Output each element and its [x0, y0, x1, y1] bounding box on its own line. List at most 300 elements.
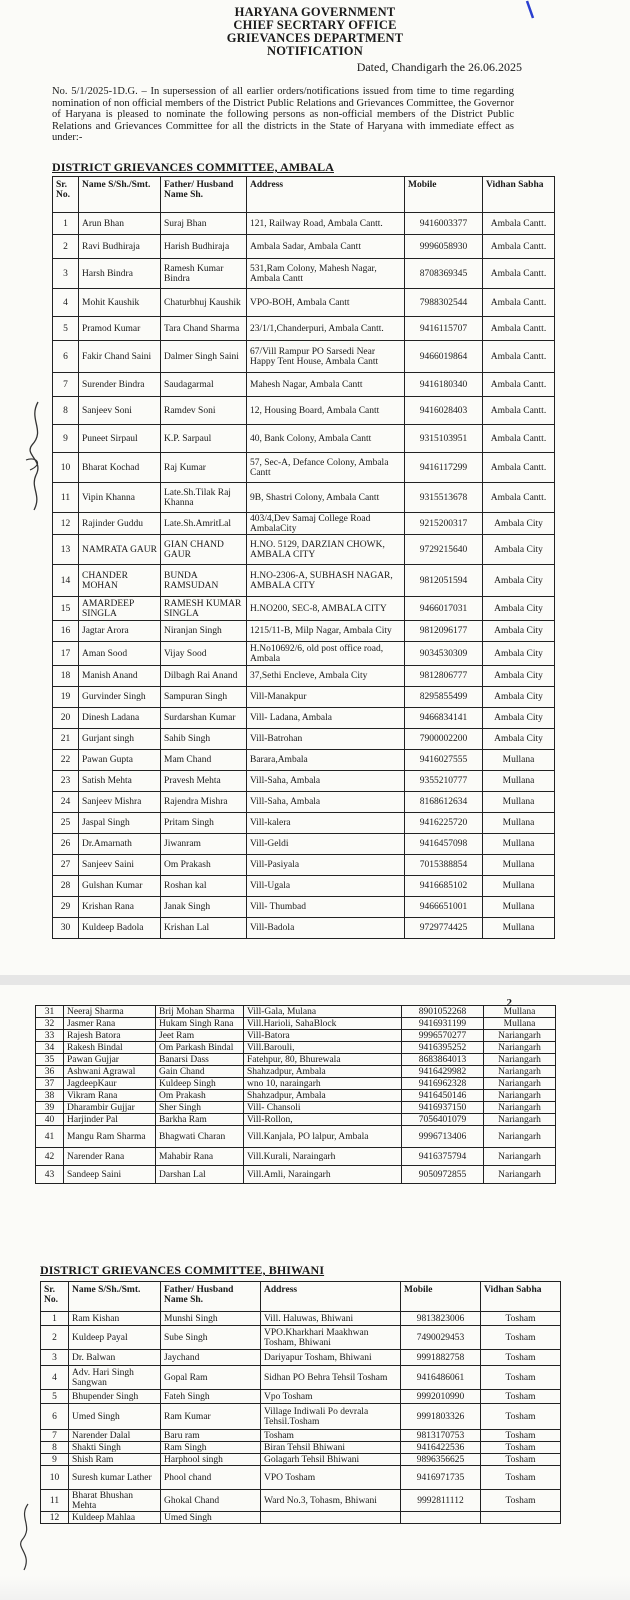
sr-no-cell: 5	[41, 1390, 69, 1404]
father-husband-cell: Harish Budhiraja	[161, 235, 247, 259]
father-husband-cell: Umed Singh	[161, 1512, 261, 1524]
sr-no-cell: 4	[41, 1366, 69, 1390]
vidhan-sabha-cell: Mullana	[484, 1006, 556, 1018]
table-row	[53, 317, 555, 341]
vidhan-sabha-cell: Ambala City	[483, 513, 555, 535]
table-row	[53, 341, 555, 373]
father-husband-cell: Pravesh Mehta	[161, 771, 247, 792]
name-cell: Gurvinder Singh	[79, 687, 161, 708]
name-cell: Neeraj Sharma	[64, 1006, 156, 1018]
column-header: Vidhan Sabha	[481, 1282, 561, 1312]
mobile-cell: 9416395252	[402, 1042, 484, 1054]
mobile-cell: 9896356625	[401, 1454, 481, 1466]
mobile-cell: 9050972855	[402, 1166, 484, 1184]
sr-no-cell: 30	[53, 918, 79, 939]
mobile-cell: 9416422536	[401, 1442, 481, 1454]
table-row	[36, 1114, 556, 1126]
table-row	[53, 834, 555, 855]
mobile-cell: 7988302544	[405, 289, 483, 317]
mobile-cell: 9416931199	[402, 1018, 484, 1030]
name-cell: CHANDER MOHAN	[79, 565, 161, 597]
address-cell: Vill-Batrohan	[247, 729, 405, 750]
address-cell: Biran Tehsil Bhiwani	[261, 1442, 401, 1454]
table-row	[41, 1442, 561, 1454]
vidhan-sabha-cell: Nariangarh	[484, 1042, 556, 1054]
sr-no-cell: 3	[53, 259, 79, 289]
name-cell: Ram Kishan	[69, 1312, 161, 1326]
header-department: GRIEVANCES DEPARTMENT	[226, 31, 404, 45]
name-cell: Sandeep Saini	[64, 1166, 156, 1184]
mobile-cell: 9812051594	[405, 565, 483, 597]
table-row	[41, 1312, 561, 1326]
table-row	[41, 1366, 561, 1390]
table-row	[41, 1512, 561, 1524]
name-cell: Puneet Sirpaul	[79, 425, 161, 453]
mobile-cell: 9729215640	[405, 535, 483, 565]
name-cell: Vipin Khanna	[79, 483, 161, 513]
address-cell: Vill-Manakpur	[247, 687, 405, 708]
table-row	[41, 1326, 561, 1350]
vidhan-sabha-cell: Tosham	[481, 1430, 561, 1442]
column-header: Mobile	[405, 177, 483, 213]
mobile-cell: 9992811112	[401, 1490, 481, 1512]
mobile-cell: 9996058930	[405, 235, 483, 259]
column-header: Mobile	[401, 1282, 481, 1312]
address-cell: Golagarh Tehsil Bhiwani	[261, 1454, 401, 1466]
mobile-cell: 9416375794	[402, 1148, 484, 1166]
vidhan-sabha-cell: Mullana	[483, 918, 555, 939]
father-husband-cell: Dalmer Singh Saini	[161, 341, 247, 373]
sr-no-cell: 23	[53, 771, 79, 792]
father-husband-cell: Baru ram	[161, 1430, 261, 1442]
name-cell: Bharat Bhushan Mehta	[69, 1490, 161, 1512]
mobile-cell: 7900002200	[405, 729, 483, 750]
mobile-cell: 9315103951	[405, 425, 483, 453]
sr-no-cell: 8	[53, 397, 79, 425]
mobile-cell: 9416971735	[401, 1466, 481, 1490]
vidhan-sabha-cell: Tosham	[481, 1466, 561, 1490]
name-cell: Rakesh Bindal	[64, 1042, 156, 1054]
father-husband-cell: Ramesh Kumar Bindra	[161, 259, 247, 289]
name-cell: Pawan Gujjar	[64, 1054, 156, 1066]
name-cell: Jaspal Singh	[79, 813, 161, 834]
sr-no-cell: 13	[53, 535, 79, 565]
table-row	[53, 876, 555, 897]
handwritten-initials	[10, 1500, 40, 1580]
vidhan-sabha-cell: Ambala City	[483, 729, 555, 750]
sr-no-cell: 32	[36, 1018, 64, 1030]
sr-no-cell: 35	[36, 1054, 64, 1066]
mobile-cell: 9315513678	[405, 483, 483, 513]
sr-no-cell: 1	[41, 1312, 69, 1326]
address-cell: wno 10, naraingarh	[244, 1078, 402, 1090]
address-cell: Ambala Sadar, Ambala Cantt	[247, 235, 405, 259]
name-cell: Rajesh Batora	[64, 1030, 156, 1042]
name-cell: Kuldeep Badola	[79, 918, 161, 939]
sr-no-cell: 31	[36, 1006, 64, 1018]
table-row	[53, 513, 555, 535]
address-cell: H.NO200, SEC-8, AMBALA CITY	[247, 597, 405, 621]
table-row	[36, 1042, 556, 1054]
bhiwani-section-title: DISTRICT GRIEVANCES COMMITTEE, BHIWANI	[40, 1263, 325, 1277]
father-husband-cell: Tara Chand Sharma	[161, 317, 247, 341]
table-row	[41, 1466, 561, 1490]
sr-no-cell: 16	[53, 621, 79, 642]
address-cell: 40, Bank Colony, Ambala Cantt	[247, 425, 405, 453]
vidhan-sabha-cell: Ambala Cantt.	[483, 259, 555, 289]
mobile-cell: 8683864013	[402, 1054, 484, 1066]
address-cell: Vill-Ugala	[247, 876, 405, 897]
table-row	[41, 1430, 561, 1442]
table-row	[36, 1018, 556, 1030]
sr-no-cell: 6	[41, 1404, 69, 1430]
address-cell: 1215/11-B, Milp Nagar, Ambala City	[247, 621, 405, 642]
father-husband-cell: Mam Chand	[161, 750, 247, 771]
sr-no-cell: 14	[53, 565, 79, 597]
address-cell: Vill.Kanjala, PO lalpur, Ambala	[244, 1126, 402, 1148]
table-row	[53, 729, 555, 750]
mobile-cell: 7015388854	[405, 855, 483, 876]
address-cell: Barara,Ambala	[247, 750, 405, 771]
table-row	[53, 397, 555, 425]
sr-no-cell: 7	[41, 1430, 69, 1442]
table-row	[53, 918, 555, 939]
vidhan-sabha-cell: Ambala Cantt.	[483, 453, 555, 483]
table-row	[36, 1006, 556, 1018]
name-cell: Surender Bindra	[79, 373, 161, 397]
mobile-cell: 9991803326	[401, 1404, 481, 1430]
address-cell: H.No10692/6, old post office road, Ambala	[247, 642, 405, 666]
name-cell: Ashwani Agrawal	[64, 1066, 156, 1078]
father-husband-cell: Suraj Bhan	[161, 213, 247, 235]
mobile-cell: 9992010990	[401, 1390, 481, 1404]
table-row	[41, 1454, 561, 1466]
address-cell: Dariyapur Tosham, Bhiwani	[261, 1350, 401, 1366]
address-cell: 531,Ram Colony, Mahesh Nagar, Ambala Cantt	[247, 259, 405, 289]
vidhan-sabha-cell: Mullana	[483, 792, 555, 813]
name-cell: Arun Bhan	[79, 213, 161, 235]
column-header: Father/ Husband Name Sh.	[161, 1282, 261, 1312]
vidhan-sabha-cell: Nariangarh	[484, 1114, 556, 1126]
address-cell: Sidhan PO Behra Tehsil Tosham	[261, 1366, 401, 1390]
address-cell: Vill.Barouli,	[244, 1042, 402, 1054]
vidhan-sabha-cell: Ambala Cantt.	[483, 425, 555, 453]
table-row	[53, 235, 555, 259]
father-husband-cell: Sahib Singh	[161, 729, 247, 750]
sr-no-cell: 18	[53, 666, 79, 687]
father-husband-cell: Sube Singh	[161, 1326, 261, 1350]
mobile-cell: 7056401079	[402, 1114, 484, 1126]
father-husband-cell: Ramdev Soni	[161, 397, 247, 425]
table-row	[53, 897, 555, 918]
vidhan-sabha-cell: Nariangarh	[484, 1078, 556, 1090]
table-header-row	[41, 1282, 561, 1312]
table-row	[53, 771, 555, 792]
mobile-cell	[401, 1512, 481, 1524]
mobile-cell: 9215200317	[405, 513, 483, 535]
name-cell: Aman Sood	[79, 642, 161, 666]
ambala-section-title: DISTRICT GRIEVANCES COMMITTEE, AMBALA	[52, 160, 334, 174]
father-husband-cell: Phool chand	[161, 1466, 261, 1490]
name-cell: Sanjeev Soni	[79, 397, 161, 425]
name-cell: Manish Anand	[79, 666, 161, 687]
table-row	[41, 1390, 561, 1404]
vidhan-sabha-cell: Ambala City	[483, 535, 555, 565]
sr-no-cell: 24	[53, 792, 79, 813]
vidhan-sabha-cell: Nariangarh	[484, 1054, 556, 1066]
name-cell: Dr.Amarnath	[79, 834, 161, 855]
address-cell: Vill- Ladana, Ambala	[247, 708, 405, 729]
name-cell: Narender Rana	[64, 1148, 156, 1166]
address-cell: VPO-BOH, Ambala Cantt	[247, 289, 405, 317]
page-separator	[0, 975, 630, 985]
name-cell: Dr. Balwan	[69, 1350, 161, 1366]
father-husband-cell: Banarsi Dass	[156, 1054, 244, 1066]
address-cell: Vill.Kurali, Naraingarh	[244, 1148, 402, 1166]
vidhan-sabha-cell: Mullana	[483, 813, 555, 834]
vidhan-sabha-cell: Tosham	[481, 1454, 561, 1466]
vidhan-sabha-cell: Nariangarh	[484, 1102, 556, 1114]
sr-no-cell: 40	[36, 1114, 64, 1126]
table-row	[53, 813, 555, 834]
column-header: Father/ Husband Name Sh.	[161, 177, 247, 213]
father-husband-cell: Fateh Singh	[161, 1390, 261, 1404]
address-cell: Vill-Pasiyala	[247, 855, 405, 876]
mobile-cell: 9416937150	[402, 1102, 484, 1114]
sr-no-cell: 8	[41, 1442, 69, 1454]
address-cell: Vill- Thumbad	[247, 897, 405, 918]
mobile-cell: 7490029453	[401, 1326, 481, 1350]
sr-no-cell: 5	[53, 317, 79, 341]
address-cell: Shahzadpur, Ambala	[244, 1066, 402, 1078]
name-cell: JagdeepKaur	[64, 1078, 156, 1090]
father-husband-cell: Hukam Singh Rana	[156, 1018, 244, 1030]
mobile-cell: 9812096177	[405, 621, 483, 642]
mobile-cell: 8708369345	[405, 259, 483, 289]
name-cell: Dharambir Gujjar	[64, 1102, 156, 1114]
vidhan-sabha-cell: Tosham	[481, 1404, 561, 1430]
vidhan-sabha-cell: Nariangarh	[484, 1166, 556, 1184]
address-cell: 9B, Shastri Colony, Ambala Cantt	[247, 483, 405, 513]
name-cell: Ravi Budhiraja	[79, 235, 161, 259]
address-cell: Vill-Badola	[247, 918, 405, 939]
sr-no-cell: 2	[41, 1326, 69, 1350]
father-husband-cell: Rajendra Mishra	[161, 792, 247, 813]
father-husband-cell: Jaychand	[161, 1350, 261, 1366]
table-row	[53, 750, 555, 771]
vidhan-sabha-cell: Ambala Cantt.	[483, 289, 555, 317]
father-husband-cell: Surdarshan Kumar	[161, 708, 247, 729]
vidhan-sabha-cell: Ambala Cantt.	[483, 213, 555, 235]
father-husband-cell: Dilbagh Rai Anand	[161, 666, 247, 687]
father-husband-cell: Ghokal Chand	[161, 1490, 261, 1512]
table-row	[36, 1066, 556, 1078]
mobile-cell: 9416028403	[405, 397, 483, 425]
name-cell: Jasmer Rana	[64, 1018, 156, 1030]
mobile-cell: 8295855499	[405, 687, 483, 708]
name-cell: Sanjeev Mishra	[79, 792, 161, 813]
header-notification: NOTIFICATION	[267, 44, 363, 58]
table-row	[53, 565, 555, 597]
ambala-committee-table-continued	[35, 1005, 556, 1184]
mobile-cell: 9416180340	[405, 373, 483, 397]
sr-no-cell: 36	[36, 1066, 64, 1078]
father-husband-cell: Late.Sh.Tilak Raj Khanna	[161, 483, 247, 513]
mobile-cell: 9812806777	[405, 666, 483, 687]
vidhan-sabha-cell: Ambala City	[483, 642, 555, 666]
handwritten-signature	[18, 400, 52, 520]
sr-no-cell: 2	[53, 235, 79, 259]
sr-no-cell: 11	[53, 483, 79, 513]
address-cell: 403/4,Dev Samaj College Road AmbalaCity	[247, 513, 405, 535]
mobile-cell: 9416003377	[405, 213, 483, 235]
vidhan-sabha-cell: Ambala City	[483, 687, 555, 708]
sr-no-cell: 25	[53, 813, 79, 834]
address-cell: 37,Sethi Encleve, Ambala City	[247, 666, 405, 687]
table-row	[36, 1166, 556, 1184]
mobile-cell: 8901052268	[402, 1006, 484, 1018]
address-cell: Fatehpur, 80, Bhurewala	[244, 1054, 402, 1066]
address-cell: Tosham	[261, 1430, 401, 1442]
vidhan-sabha-cell: Ambala Cantt.	[483, 235, 555, 259]
sr-no-cell: 10	[53, 453, 79, 483]
father-husband-cell: Bhagwati Charan	[156, 1126, 244, 1148]
table-row	[53, 642, 555, 666]
table-row	[53, 621, 555, 642]
vidhan-sabha-cell: Ambala City	[483, 621, 555, 642]
sr-no-cell: 22	[53, 750, 79, 771]
address-cell: Vill-Geldi	[247, 834, 405, 855]
vidhan-sabha-cell: Nariangarh	[484, 1148, 556, 1166]
father-husband-cell: Ram Singh	[161, 1442, 261, 1454]
name-cell: AMARDEEP SINGLA	[79, 597, 161, 621]
table-row	[53, 453, 555, 483]
name-cell: Kuldeep Mahlaa	[69, 1512, 161, 1524]
vidhan-sabha-cell: Tosham	[481, 1390, 561, 1404]
father-husband-cell: Darshan Lal	[156, 1166, 244, 1184]
vidhan-sabha-cell: Mullana	[483, 750, 555, 771]
address-cell: Vill-Batora	[244, 1030, 402, 1042]
father-husband-cell: K.P. Sarpaul	[161, 425, 247, 453]
name-cell: Suresh kumar Lather	[69, 1466, 161, 1490]
father-husband-cell: Gain Chand	[156, 1066, 244, 1078]
table-row	[53, 259, 555, 289]
father-husband-cell: Pritam Singh	[161, 813, 247, 834]
name-cell: Shakti Singh	[69, 1442, 161, 1454]
mobile-cell: 9416429982	[402, 1066, 484, 1078]
sr-no-cell: 41	[36, 1126, 64, 1148]
address-cell: VPO Tosham	[261, 1466, 401, 1490]
vidhan-sabha-cell: Ambala City	[483, 565, 555, 597]
vidhan-sabha-cell: Nariangarh	[484, 1090, 556, 1102]
bhiwani-committee-table	[40, 1281, 561, 1524]
sr-no-cell: 12	[53, 513, 79, 535]
notification-page-2	[0, 985, 630, 1600]
table-row	[53, 373, 555, 397]
sr-no-cell: 1	[53, 213, 79, 235]
sr-no-cell: 33	[36, 1030, 64, 1042]
vidhan-sabha-cell: Mullana	[483, 876, 555, 897]
vidhan-sabha-cell: Mullana	[483, 771, 555, 792]
vidhan-sabha-cell: Mullana	[483, 897, 555, 918]
header-government: HARYANA GOVERNMENT	[234, 5, 396, 19]
name-cell: Dinesh Ladana	[79, 708, 161, 729]
table-row	[36, 1126, 556, 1148]
name-cell: Bharat Kochad	[79, 453, 161, 483]
bottom-fade	[0, 1576, 630, 1600]
sr-no-cell: 20	[53, 708, 79, 729]
mobile-cell: 9466834141	[405, 708, 483, 729]
name-cell: Harjinder Pal	[64, 1114, 156, 1126]
name-cell: Harsh Bindra	[79, 259, 161, 289]
table-row	[53, 535, 555, 565]
column-header: Address	[247, 177, 405, 213]
mobile-cell: 9729774425	[405, 918, 483, 939]
vidhan-sabha-cell: Mullana	[483, 855, 555, 876]
mobile-cell: 9416450146	[402, 1090, 484, 1102]
address-cell: Shahzadpur, Ambala	[244, 1090, 402, 1102]
name-cell: Fakir Chand Saini	[79, 341, 161, 373]
address-cell: 23/1/1,Chanderpuri, Ambala Cantt.	[247, 317, 405, 341]
notice-paragraph: No. 5/1/2025-1D.G. – In supersession of all earlier orders/notifications issued from time to time regarding nomination of non official members of the District Public Relations and Grievances Committee, the Governor of Haryana is pleased to nominate the following persons as non-official members of the District Public Relations and Grievances Committee for all the districts in the State of Haryana with immediate effect as under:-	[52, 86, 514, 144]
sr-no-cell: 39	[36, 1102, 64, 1114]
sr-no-cell: 3	[41, 1350, 69, 1366]
name-cell: Bhupender Singh	[69, 1390, 161, 1404]
address-cell: Vill-Saha, Ambala	[247, 771, 405, 792]
vidhan-sabha-cell: Ambala Cantt.	[483, 483, 555, 513]
father-husband-cell: Niranjan Singh	[161, 621, 247, 642]
column-header: Sr. No.	[53, 177, 79, 213]
sr-no-cell: 12	[41, 1512, 69, 1524]
sr-no-cell: 19	[53, 687, 79, 708]
mobile-cell: 9996570277	[402, 1030, 484, 1042]
address-cell: 12, Housing Board, Ambala Cantt	[247, 397, 405, 425]
table-row	[36, 1078, 556, 1090]
sr-no-cell: 37	[36, 1078, 64, 1090]
name-cell: Sanjeev Saini	[79, 855, 161, 876]
name-cell: Umed Singh	[69, 1404, 161, 1430]
vidhan-sabha-cell	[481, 1512, 561, 1524]
table-row	[36, 1102, 556, 1114]
mobile-cell: 9466019864	[405, 341, 483, 373]
father-husband-cell: RAMESH KUMAR SINGLA	[161, 597, 247, 621]
table-header-row	[53, 177, 555, 213]
name-cell: Pawan Gupta	[79, 750, 161, 771]
sr-no-cell: 9	[53, 425, 79, 453]
vidhan-sabha-cell: Ambala Cantt.	[483, 397, 555, 425]
sr-no-cell: 7	[53, 373, 79, 397]
father-husband-cell: Jeet Ram	[156, 1030, 244, 1042]
mobile-cell: 9416225720	[405, 813, 483, 834]
name-cell: Mohit Kaushik	[79, 289, 161, 317]
sr-no-cell: 11	[41, 1490, 69, 1512]
father-husband-cell: Om Parkash Bindal	[156, 1042, 244, 1054]
address-cell: Vill-Rollon,	[244, 1114, 402, 1126]
father-husband-cell: Kuldeep Singh	[156, 1078, 244, 1090]
mobile-cell: 8168612634	[405, 792, 483, 813]
name-cell: Rajinder Guddu	[79, 513, 161, 535]
mobile-cell: 9034530309	[405, 642, 483, 666]
sr-no-cell: 17	[53, 642, 79, 666]
table-row	[53, 483, 555, 513]
mobile-cell: 9991882758	[401, 1350, 481, 1366]
mobile-cell: 9813823006	[401, 1312, 481, 1326]
page-number: 2	[506, 997, 512, 1009]
vidhan-sabha-cell: Tosham	[481, 1326, 561, 1350]
mobile-cell: 9813170753	[401, 1430, 481, 1442]
address-cell: Vill-Saha, Ambala	[247, 792, 405, 813]
father-husband-cell: BUNDA RAMSUDAN	[161, 565, 247, 597]
